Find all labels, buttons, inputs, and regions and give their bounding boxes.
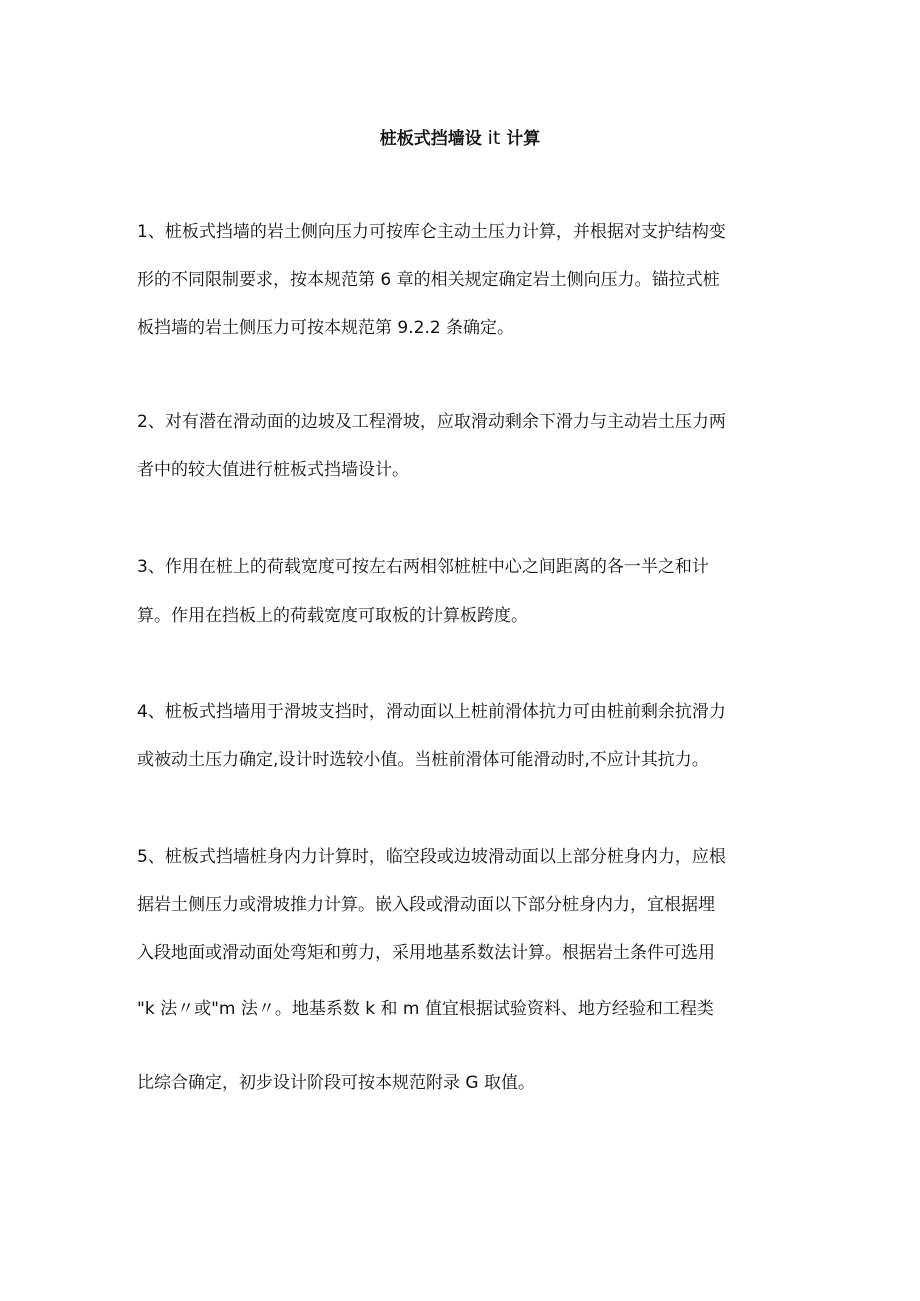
paragraph-5-line-3: 入段地面或滑动面处弯矩和剪力，采用地基系数法计算。根据岩土条件可选用	[137, 943, 715, 963]
paragraph-5-line-1: 5、桩板式挡墙桩身内力计算时，临空段或边坡滑动面以上部分桩身内力，应根	[137, 847, 726, 867]
paragraph-1-line-2: 形的不同限制要求，按本规范第 6 章的相关规定确定岩土侧向压力。锚拉式桩	[137, 270, 720, 290]
paragraph-2-line-2: 者中的较大值进行桩板式挡墙设计。	[137, 460, 409, 480]
paragraph-1-line-3: 板挡墙的岩土侧压力可按本规范第 9.2.2 条确定。	[137, 318, 515, 338]
paragraph-4-line-1: 4、桩板式挡墙用于滑坡支挡时，滑动面以上桩前滑体抗力可由桩前剩余抗滑力	[137, 702, 726, 722]
title-text-1: 桩板式挡墙设	[379, 129, 482, 149]
title-text-2: it	[487, 127, 501, 149]
paragraph-3-line-1: 3、作用在桩上的荷载宽度可按左右两相邻桩桩中心之间距离的各一半之和计	[137, 557, 709, 577]
paragraph-4-line-2: 或被动土压力确定,设计时选较小值。当桩前滑体可能滑动时,不应计其抗力。	[137, 750, 709, 770]
paragraph-3-line-2: 算。作用在挡板上的荷载宽度可取板的计算板跨度。	[137, 606, 528, 626]
paragraph-1-line-1: 1、桩板式挡墙的岩土侧向压力可按库仑主动土压力计算，并根据对支护结构变	[137, 222, 726, 242]
document-title	[0, 124, 920, 153]
paragraph-5-line-4: "k 法〃或"m 法〃。地基系数 k 和 m 值宜根据试验资料、地方经验和工程类	[137, 999, 714, 1019]
paragraph-5-line-5: 比综合确定，初步设计阶段可按本规范附录 G 取值。	[137, 1073, 535, 1093]
title-text-3: 计算	[506, 129, 541, 149]
paragraph-5-line-2: 据岩土侧压力或滑坡推力计算。嵌入段或滑动面以下部分桩身内力，宜根据埋	[137, 895, 715, 915]
paragraph-2-line-1: 2、对有潜在滑动面的边坡及工程滑坡，应取滑动剩余下滑力与主动岩土压力两	[137, 412, 726, 432]
